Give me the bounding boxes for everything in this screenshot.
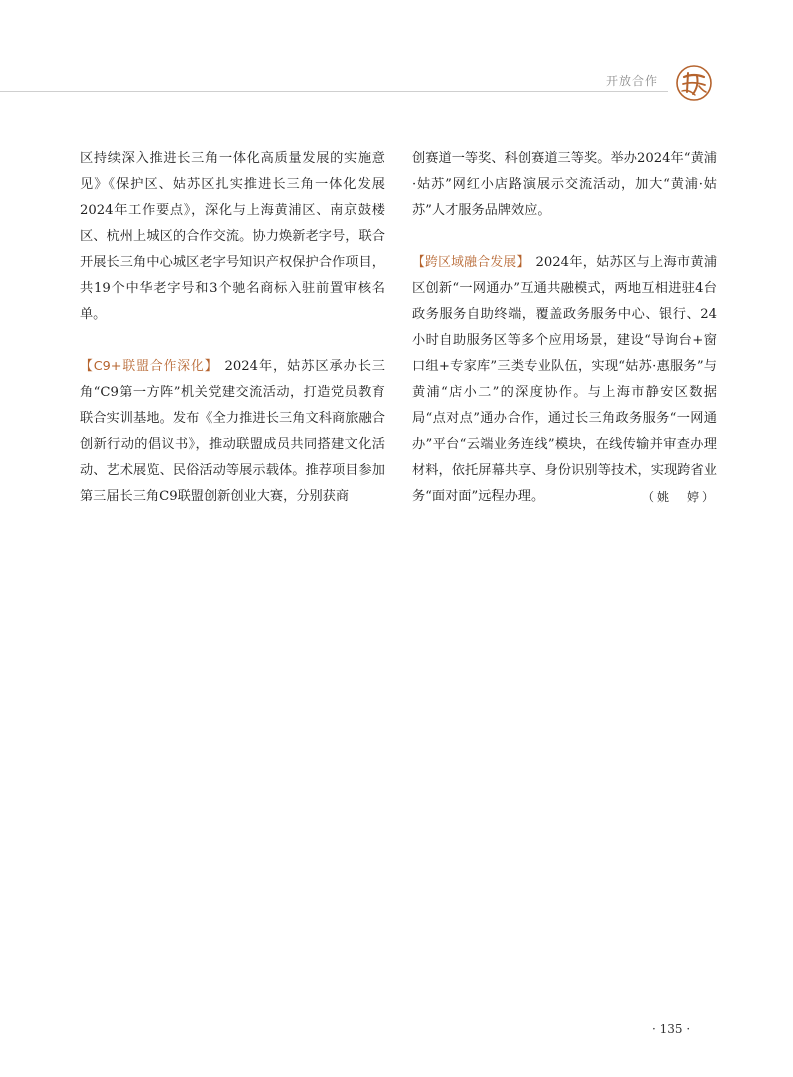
header-divider	[0, 91, 668, 92]
calligraphy-seal-icon	[675, 64, 713, 102]
left-column	[80, 146, 385, 510]
left-paragraph-1: 区持续深入推进长三角一体化高质量发展的实施意见》《保护区、姑苏区扎实推进长三角一体化发展2024年工作要点》，深化与上海黄浦区、南京鼓楼区、杭州上城区的合作交流。协力焕新老字号，联合开展长三角中心城区老字号知识产权保护合作项目，共19个中华老字号和3个驰名商标入驻前置审核名单。	[80, 151, 385, 322]
section-tag-cross-region: 【跨区域融合发展】	[412, 255, 530, 270]
right-paragraph-2-text: 2024年，姑苏区与上海市黄浦区创新“一网通办”互通共融模式，两地互相进驻4台政务服务自助终端，覆盖政务服务中心、银行、24小时自助服务区等多个应用场景，建设“导询台+窗口组+专家库”三类专业队伍，实现“姑苏·惠服务”与黄浦“店小二”的深度协作。与上海市静安区数据局“点对点”通办合作，通过长三角政务服务“一网通办”平台“云端业务连线”模块，在线传输并审查办理材料，依托屏幕共享、身份识别等技术，实现跨省业务“面对面”远程办理。	[412, 255, 718, 504]
right-paragraph-2	[412, 250, 717, 510]
right-column	[412, 146, 717, 510]
page-number: · 135 ·	[652, 1022, 691, 1036]
author-byline: （姚 婷）	[641, 490, 717, 504]
section-label: 开放合作	[606, 74, 659, 88]
left-paragraph-2-text: 2024年，姑苏区承办长三角“C9第一方阵”机关党建交流活动，打造党员教育联合实训基地。发布《全力推进长三角文科商旅融合创新行动的倡议书》，推动联盟成员共同搭建文化活动、艺术展览、民俗活动等展示载体。推荐项目参加第三届长三角C9联盟创新创业大赛，分别获商	[80, 359, 385, 504]
section-tag-c9: 【C9+联盟合作深化】	[80, 359, 219, 374]
left-paragraph-2	[80, 354, 385, 510]
right-paragraph-1: 创赛道一等奖、科创赛道三等奖。举办2024年“黄浦·姑苏”网红小店路演展示交流活动，加大“黄浦·姑苏”人才服务品牌效应。	[412, 151, 717, 218]
